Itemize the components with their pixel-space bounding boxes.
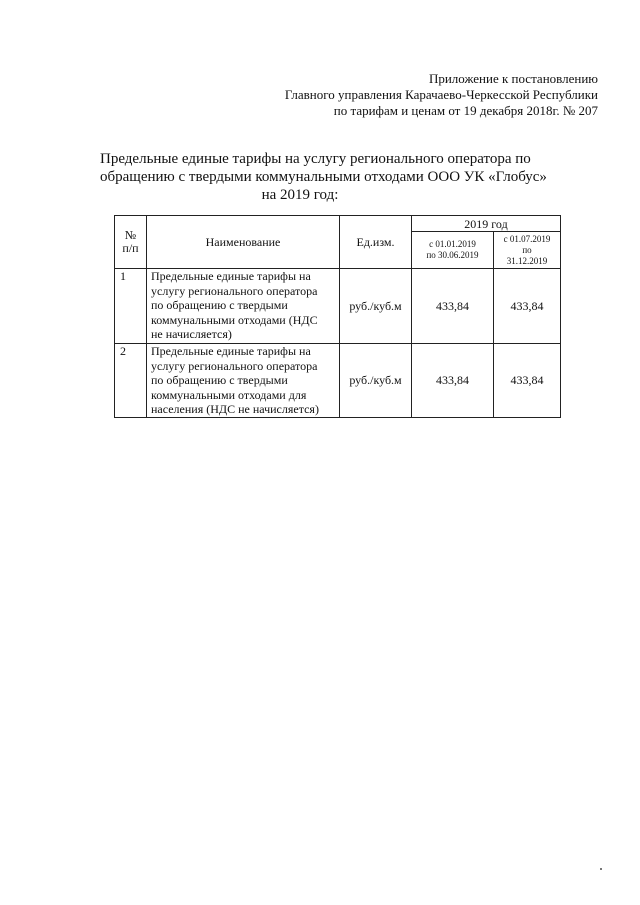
row-number: 1: [115, 269, 147, 344]
header-period-1: [412, 232, 494, 269]
title-line-2: обращению с твердыми коммунальными отходами ООО УК «Глобус»: [100, 169, 547, 185]
table-row: [115, 344, 561, 418]
row-value-period-2: 433,84: [494, 344, 561, 418]
header-period-2: [494, 232, 561, 269]
header-period-2-line-3: 31.12.2019: [506, 255, 548, 266]
row-name-line: коммунальными отходами для: [151, 387, 307, 402]
header-line-3: по тарифам и ценам от 19 декабря 2018г. № 207: [333, 103, 598, 118]
header-number-line-2: п/п: [122, 241, 139, 255]
row-name: [147, 344, 340, 418]
title-line-3: на 2019 год:: [261, 187, 339, 203]
header-name: Наименование: [147, 216, 340, 269]
header-year: 2019 год: [412, 216, 561, 232]
table-header-row: [115, 216, 561, 232]
row-value-period-1: 433,84: [412, 269, 494, 344]
header-period-1-line-2: по 30.06.2019: [426, 250, 479, 260]
header-period-2-line-1: с 01.07.2019: [503, 233, 551, 244]
row-name-line: услугу регионального оператора: [151, 283, 318, 298]
row-name-line: Предельные единые тарифы на: [151, 344, 311, 358]
row-number: 2: [115, 344, 147, 418]
row-name-line: по обращению с твердыми: [151, 298, 288, 312]
row-value-period-2: 433,84: [494, 269, 561, 344]
header-line-1: Приложение к постановлению: [428, 71, 598, 86]
row-name-line: не начисляется): [151, 327, 232, 341]
header-line-2: Главного управления Карачаево-Черкесской Республики: [284, 87, 598, 102]
row-name-line: услугу регионального оператора: [151, 358, 318, 373]
header-unit: Ед.изм.: [340, 216, 412, 269]
header-number: [115, 216, 147, 269]
header-number-line-1: №: [124, 228, 137, 242]
header-period-2-line-2: по: [522, 244, 532, 255]
title-line-1: Предельные единые тарифы на услугу регионального оператора по: [100, 151, 531, 167]
row-value-period-1: 433,84: [412, 344, 494, 418]
header-period-1-line-1: с 01.01.2019: [429, 239, 476, 249]
table-row: [115, 269, 561, 344]
row-name-line: коммунальными отходами (НДС: [151, 312, 318, 327]
tariff-table: [114, 215, 561, 418]
row-name-line: Предельные единые тарифы на: [151, 269, 311, 283]
row-unit: руб./куб.м: [340, 269, 412, 344]
row-unit: руб./куб.м: [340, 344, 412, 418]
scan-speck: [600, 868, 602, 870]
row-name-line: населения (НДС не начисляется): [151, 402, 319, 416]
row-name: [147, 269, 340, 344]
appendix-header: [238, 71, 598, 119]
row-name-line: по обращению с твердыми: [151, 373, 288, 387]
document-title: [100, 150, 547, 204]
